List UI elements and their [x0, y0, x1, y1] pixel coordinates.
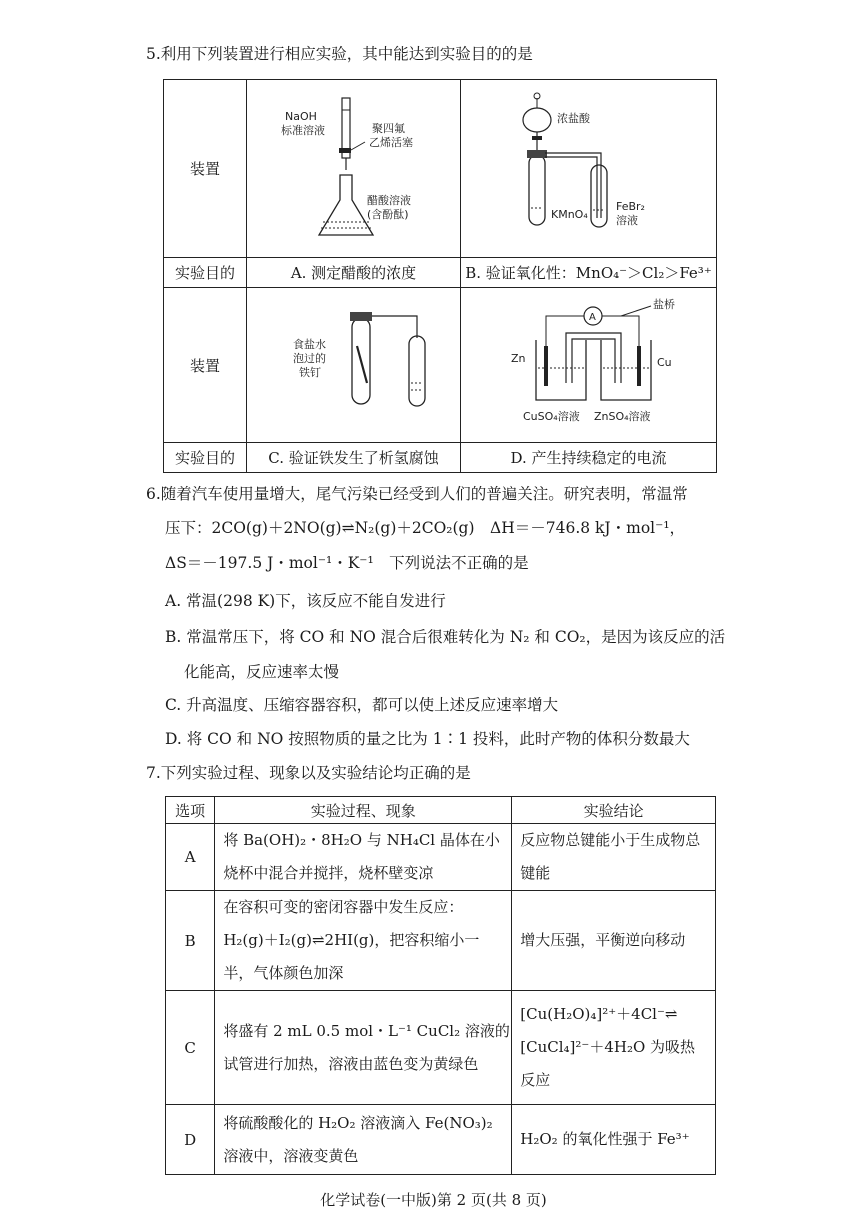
- oxidation-apparatus-figure: [461, 80, 716, 253]
- label-stopcock: 乙烯活塞: [369, 136, 413, 149]
- table-row: [166, 991, 716, 1105]
- q5-purpose-a: A. 测定醋酸的浓度: [247, 258, 461, 288]
- q7-header-process: 实验过程、现象: [215, 797, 512, 824]
- label-brine: 食盐水: [293, 338, 326, 351]
- q7-row-d-option: D: [166, 1105, 215, 1175]
- q5-device-d: [461, 288, 717, 443]
- q7-row-d-process: 将硫酸酸化的 H₂O₂ 溶液滴入 Fe(NO₃)₂ 溶液中，溶液变黄色: [215, 1105, 512, 1175]
- page-footer: 化学试卷(一中版)第 2 页(共 8 页): [320, 1191, 547, 1209]
- label-kmno4: KMnO₄: [551, 208, 588, 221]
- q7-table: [165, 796, 716, 1175]
- table-row: [166, 824, 716, 891]
- label-zn: Zn: [511, 352, 526, 365]
- q5-purpose-d: D. 产生持续稳定的电流: [461, 443, 717, 473]
- q6-line1: 6.随着汽车使用量增大，尾气污染已经受到人们的普遍关注。研究表明，常温常: [146, 485, 688, 503]
- q7-header-option: 选项: [166, 797, 215, 824]
- q7-row-a-process: 将 Ba(OH)₂・8H₂O 与 NH₄Cl 晶体在小 烧杯中混合并搅拌，烧杯壁变凉: [215, 824, 512, 891]
- q5-row-label-purpose-1: 实验目的: [164, 258, 247, 288]
- label-znso4: ZnSO₄溶液: [594, 410, 651, 423]
- q6-option-b-line2: 化能高，反应速率太慢: [184, 663, 340, 681]
- q5-purpose-c: C. 验证铁发生了析氢腐蚀: [247, 443, 461, 473]
- q5-device-b: [461, 80, 717, 258]
- table-row: [166, 1105, 716, 1175]
- q6-line3: ΔS＝－197.5 J・mol⁻¹・K⁻¹ 下列说法不正确的是: [165, 554, 529, 572]
- label-iron-nail: 铁钉: [299, 366, 321, 379]
- titration-apparatus-figure: [247, 80, 460, 253]
- q5-device-a: [247, 80, 461, 258]
- q7-row-c-process: 将盛有 2 mL 0.5 mol・L⁻¹ CuCl₂ 溶液的 试管进行加热，溶液由蓝色变为黄绿色: [215, 991, 512, 1105]
- label-cu: Cu: [657, 356, 672, 369]
- q5-stem: 5.利用下列装置进行相应实验，其中能达到实验目的的是: [146, 45, 533, 63]
- q7-row-a-option: A: [166, 824, 215, 891]
- q5-row-label-device-2: 装置: [164, 288, 247, 443]
- q6-option-c: C. 升高温度、压缩容器容积，都可以使上述反应速率增大: [165, 696, 559, 714]
- label-phenolphthalein: (含酚酞): [367, 208, 409, 221]
- label-conc-hcl: 浓盐酸: [557, 112, 590, 125]
- q7-row-c-option: C: [166, 991, 215, 1105]
- q7-row-b-process: 在容积可变的密闭容器中发生反应： H₂(g)＋I₂(g)⇌2HI(g)，把容积缩小一 半，气体颜色加深: [215, 891, 512, 991]
- label-febr2: FeBr₂: [616, 200, 645, 213]
- label-solution: 溶液: [616, 214, 638, 227]
- label-salt-bridge: 盐桥: [653, 298, 675, 311]
- q7-row-c-conclusion: [Cu(H₂O)₄]²⁺＋4Cl⁻⇌ [CuCl₄]²⁻＋4H₂O 为吸热 反应: [512, 991, 716, 1105]
- galvanic-cell-figure: [461, 288, 716, 438]
- q5-row-label-purpose-2: 实验目的: [164, 443, 247, 473]
- corrosion-apparatus-figure: [247, 288, 460, 438]
- q6-line2: 压下：2CO(g)＋2NO(g)⇌N₂(g)＋2CO₂(g) ΔH＝－746.8 kJ・mol⁻¹，: [165, 519, 686, 537]
- q7-header-conclusion: 实验结论: [512, 797, 716, 824]
- q6-option-d: D. 将 CO 和 NO 按照物质的量之比为 1∶1 投料，此时产物的体积分数最大: [165, 730, 690, 748]
- q5-row-label-device-1: 装置: [164, 80, 247, 258]
- label-cuso4: CuSO₄溶液: [523, 410, 580, 423]
- q5-device-c: [247, 288, 461, 443]
- q7-row-d-conclusion: H₂O₂ 的氧化性强于 Fe³⁺: [512, 1105, 716, 1175]
- label-acetic-acid: 醋酸溶液: [367, 194, 411, 207]
- table-row: [166, 891, 716, 991]
- q7-stem: 7.下列实验过程、现象以及实验结论均正确的是: [146, 764, 471, 782]
- label-soaked: 泡过的: [293, 352, 326, 365]
- q7-row-b-conclusion: 增大压强，平衡逆向移动: [512, 891, 716, 991]
- label-standard-solution: 标准溶液: [281, 124, 325, 137]
- label-ptfe: 聚四氟: [372, 122, 405, 135]
- q7-row-a-conclusion: 反应物总键能小于生成物总 键能: [512, 824, 716, 891]
- ammeter-label: A: [589, 312, 596, 323]
- q5-table: [163, 79, 717, 473]
- q5-purpose-b: B. 验证氧化性：MnO₄⁻＞Cl₂＞Fe³⁺: [461, 258, 717, 288]
- q6-option-a: A. 常温(298 K)下，该反应不能自发进行: [165, 592, 446, 610]
- q7-row-b-option: B: [166, 891, 215, 991]
- label-naoh: NaOH: [285, 110, 317, 123]
- q6-option-b-line1: B. 常温常压下，将 CO 和 NO 混合后很难转化为 N₂ 和 CO₂，是因为该反应的活: [165, 628, 726, 646]
